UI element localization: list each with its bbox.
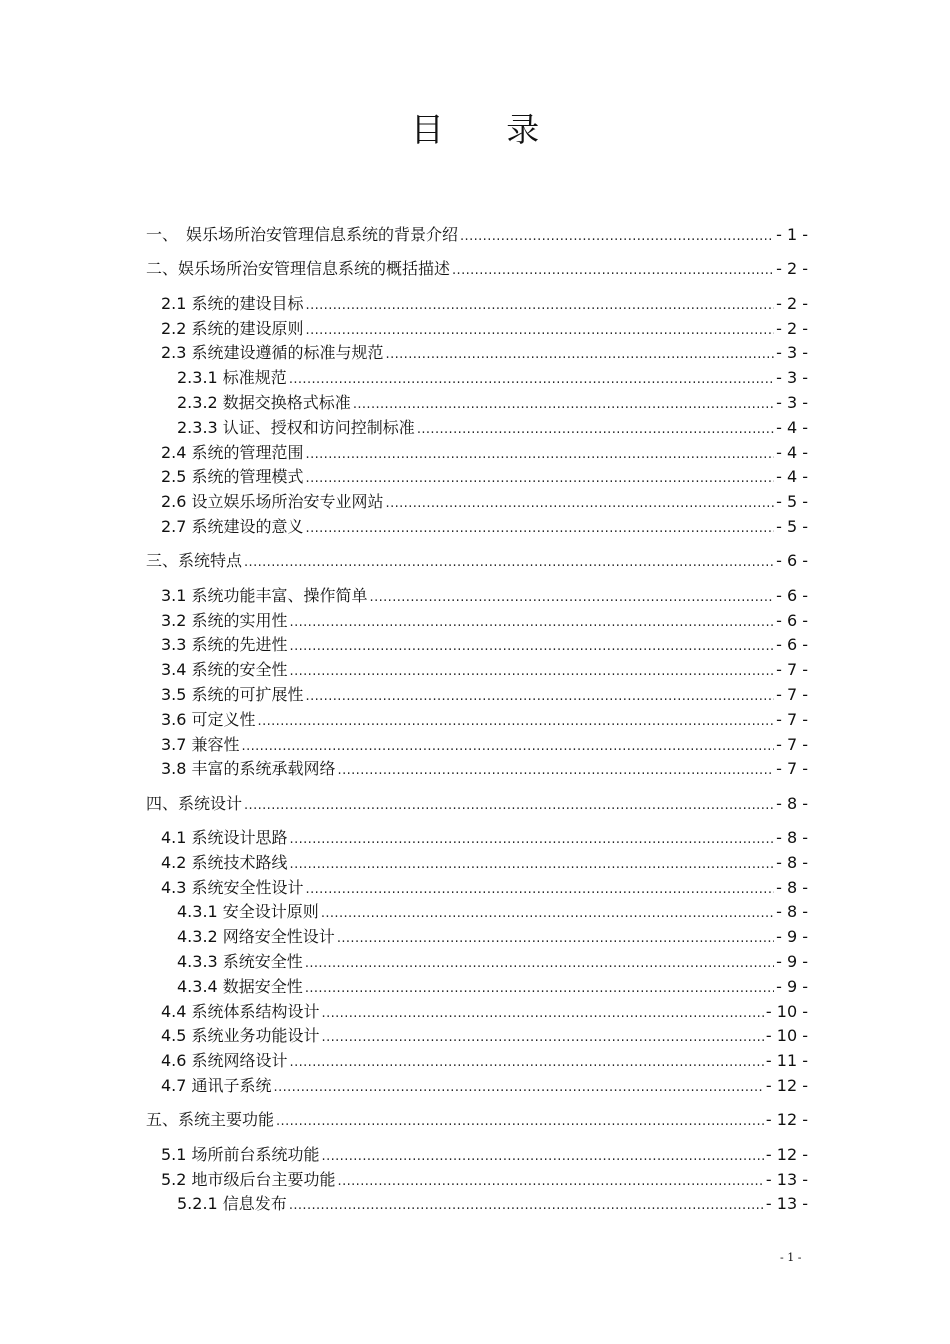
toc-entry[interactable] (146, 1192, 808, 1217)
toc-entry-title: 2.3 系统建设遵循的标准与规范 (161, 343, 384, 363)
dot-leader (290, 851, 775, 878)
toc-entry[interactable] (146, 1168, 808, 1193)
toc-entry[interactable] (146, 549, 808, 574)
toc-entry[interactable] (146, 391, 808, 416)
dot-leader (322, 1000, 764, 1027)
dot-leader (338, 757, 775, 784)
dot-leader (290, 1049, 764, 1076)
toc-entry-page: - 2 - (776, 293, 808, 313)
dot-leader (276, 1108, 764, 1135)
toc-entry-title: 5.2 地市级后台主要功能 (161, 1169, 336, 1189)
toc-entry-title: 2.3.1 标准规范 (177, 368, 287, 388)
table-of-contents (146, 223, 808, 1217)
toc-entry[interactable] (146, 975, 808, 1000)
toc-entry[interactable] (146, 317, 808, 342)
toc-entry[interactable] (146, 292, 808, 317)
toc-entry-page: - 5 - (776, 492, 808, 512)
dot-leader (274, 1074, 764, 1101)
toc-entry-page: - 7 - (776, 759, 808, 779)
toc-entry-page: - 10 - (765, 1001, 808, 1021)
toc-entry-title: 3.7 兼容性 (161, 734, 240, 754)
toc-entry-page: - 5 - (776, 516, 808, 536)
toc-entry-title: 3.5 系统的可扩展性 (161, 684, 304, 704)
toc-entry[interactable] (146, 416, 808, 441)
dot-leader (306, 317, 775, 344)
toc-entry[interactable] (146, 733, 808, 758)
toc-entry-page: - 8 - (776, 852, 808, 872)
toc-entry[interactable] (146, 223, 808, 248)
toc-entry-page: - 8 - (776, 793, 808, 813)
toc-entry-title: 三、系统特点 (146, 551, 243, 571)
toc-entry-title: 2.1 系统的建设目标 (161, 293, 304, 313)
toc-entry[interactable] (146, 826, 808, 851)
toc-entry[interactable] (146, 366, 808, 391)
toc-entry[interactable] (146, 1049, 808, 1074)
toc-entry-page: - 1 - (776, 225, 808, 244)
dot-leader (417, 416, 774, 443)
toc-entry-title: 3.8 丰富的系统承载网络 (161, 759, 336, 779)
toc-entry-page: - 3 - (776, 368, 808, 388)
toc-entry[interactable] (146, 1143, 808, 1168)
toc-entry-page: - 3 - (776, 392, 808, 412)
toc-entry-page: - 3 - (776, 343, 808, 363)
dot-leader (370, 584, 775, 611)
toc-entry-page: - 4 - (776, 417, 808, 437)
dot-leader (305, 975, 774, 1002)
toc-entry-page: - 7 - (776, 684, 808, 704)
toc-entry-page: - 9 - (776, 927, 808, 947)
page-title: 目 录 (410, 110, 566, 149)
dot-leader (290, 633, 775, 660)
toc-entry[interactable] (146, 792, 808, 817)
toc-entry-title: 4.3 系统安全性设计 (161, 877, 304, 897)
toc-entry-page: - 9 - (776, 952, 808, 972)
dot-leader (244, 792, 774, 819)
toc-entry-page: - 8 - (776, 877, 808, 897)
toc-entry-title: 2.7 系统建设的意义 (161, 516, 304, 536)
toc-entry[interactable] (146, 900, 808, 925)
toc-entry-title: 2.5 系统的管理模式 (161, 467, 304, 487)
toc-entry-title: 4.3.1 安全设计原则 (177, 902, 319, 922)
dot-leader (290, 609, 775, 636)
dot-leader (386, 490, 775, 517)
toc-entry[interactable] (146, 441, 808, 466)
toc-entry-page: - 2 - (776, 318, 808, 338)
dot-leader (306, 465, 775, 492)
toc-entry-title: 一、 娱乐场所治安管理信息系统的背景介绍 (146, 225, 459, 244)
toc-entry-page: - 12 - (765, 1076, 808, 1096)
dot-leader (338, 1168, 764, 1195)
dot-leader (386, 341, 775, 368)
toc-entry-page: - 8 - (776, 828, 808, 848)
toc-entry-title: 2.2 系统的建设原则 (161, 318, 304, 338)
dot-leader (306, 876, 775, 903)
dot-leader (290, 658, 775, 685)
toc-entry-title: 4.1 系统设计思路 (161, 828, 288, 848)
toc-entry-title: 3.1 系统功能丰富、操作简单 (161, 585, 368, 605)
toc-entry[interactable] (146, 633, 808, 658)
toc-entry[interactable] (146, 257, 808, 282)
toc-entry[interactable] (146, 658, 808, 683)
toc-entry-page: - 7 - (776, 734, 808, 754)
toc-entry-title: 2.6 设立娱乐场所治安专业网站 (161, 492, 384, 512)
toc-entry-page: - 6 - (776, 551, 808, 571)
toc-entry[interactable] (146, 851, 808, 876)
dot-leader (353, 391, 774, 418)
toc-entry-title: 3.3 系统的先进性 (161, 635, 288, 655)
toc-entry[interactable] (146, 683, 808, 708)
toc-entry-title: 五、系统主要功能 (146, 1110, 275, 1130)
toc-entry-title: 4.3.2 网络安全性设计 (177, 927, 335, 947)
toc-entry-title: 二、娱乐场所治安管理信息系统的概括描述 (146, 259, 451, 279)
toc-entry-page: - 12 - (765, 1110, 808, 1130)
toc-entry-page: - 6 - (776, 635, 808, 655)
dot-leader (306, 292, 775, 319)
toc-entry[interactable] (146, 876, 808, 901)
toc-entry-title: 5.1 场所前台系统功能 (161, 1144, 320, 1164)
toc-entry-page: - 10 - (765, 1026, 808, 1046)
toc-entry[interactable] (146, 1024, 808, 1049)
toc-entry[interactable] (146, 757, 808, 782)
dot-leader (452, 257, 774, 284)
toc-entry[interactable] (146, 609, 808, 634)
page-number: - 1 - (780, 1251, 802, 1264)
toc-entry-page: - 2 - (776, 259, 808, 279)
toc-entry-page: - 6 - (776, 610, 808, 630)
toc-entry[interactable] (146, 1108, 808, 1133)
dot-leader (289, 1192, 764, 1219)
toc-entry-page: - 4 - (776, 467, 808, 487)
toc-entry-page: - 7 - (776, 709, 808, 729)
dot-leader (242, 733, 775, 760)
toc-entry[interactable] (146, 465, 808, 490)
toc-entry-page: - 4 - (776, 442, 808, 462)
dot-leader (306, 683, 775, 710)
toc-entry-page: - 8 - (776, 902, 808, 922)
dot-leader (306, 515, 775, 542)
toc-entry-title: 3.6 可定义性 (161, 709, 256, 729)
toc-entry-page: - 13 - (765, 1169, 808, 1189)
toc-entry-title: 4.3.3 系统安全性 (177, 952, 303, 972)
dot-leader (244, 549, 774, 576)
toc-entry-title: 2.3.2 数据交换格式标准 (177, 392, 351, 412)
dot-leader (306, 441, 775, 468)
toc-entry-title: 4.4 系统体系结构设计 (161, 1001, 320, 1021)
toc-entry[interactable] (146, 490, 808, 515)
toc-entry-title: 4.3.4 数据安全性 (177, 976, 303, 996)
toc-entry-title: 四、系统设计 (146, 793, 243, 813)
dot-leader (289, 366, 774, 393)
toc-entry[interactable] (146, 708, 808, 733)
toc-entry-title: 4.7 通讯子系统 (161, 1076, 272, 1096)
toc-entry-page: - 9 - (776, 976, 808, 996)
toc-entry-page: - 13 - (765, 1194, 808, 1214)
toc-entry[interactable] (146, 1074, 808, 1099)
toc-entry-page: - 11 - (765, 1051, 808, 1071)
dot-leader (460, 223, 774, 250)
toc-entry[interactable] (146, 950, 808, 975)
toc-entry[interactable] (146, 341, 808, 366)
toc-entry-title: 4.2 系统技术路线 (161, 852, 288, 872)
toc-entry-page: - 7 - (776, 660, 808, 680)
toc-entry-title: 2.4 系统的管理范围 (161, 442, 304, 462)
dot-leader (305, 950, 774, 977)
toc-entry[interactable] (146, 925, 808, 950)
toc-entry[interactable] (146, 515, 808, 540)
dot-leader (322, 1143, 764, 1170)
dot-leader (290, 826, 775, 853)
dot-leader (322, 1024, 764, 1051)
toc-entry-title: 4.5 系统业务功能设计 (161, 1026, 320, 1046)
toc-entry-title: 3.2 系统的实用性 (161, 610, 288, 630)
toc-entry-title: 4.6 系统网络设计 (161, 1051, 288, 1071)
toc-entry[interactable] (146, 584, 808, 609)
dot-leader (321, 900, 774, 927)
toc-entry-page: - 12 - (765, 1144, 808, 1164)
toc-entry-title: 5.2.1 信息发布 (177, 1194, 287, 1214)
toc-entry-page: - 6 - (776, 585, 808, 605)
toc-entry-title: 2.3.3 认证、授权和访问控制标准 (177, 417, 415, 437)
dot-leader (337, 925, 774, 952)
toc-entry-title: 3.4 系统的安全性 (161, 660, 288, 680)
toc-entry[interactable] (146, 1000, 808, 1025)
dot-leader (258, 708, 775, 735)
